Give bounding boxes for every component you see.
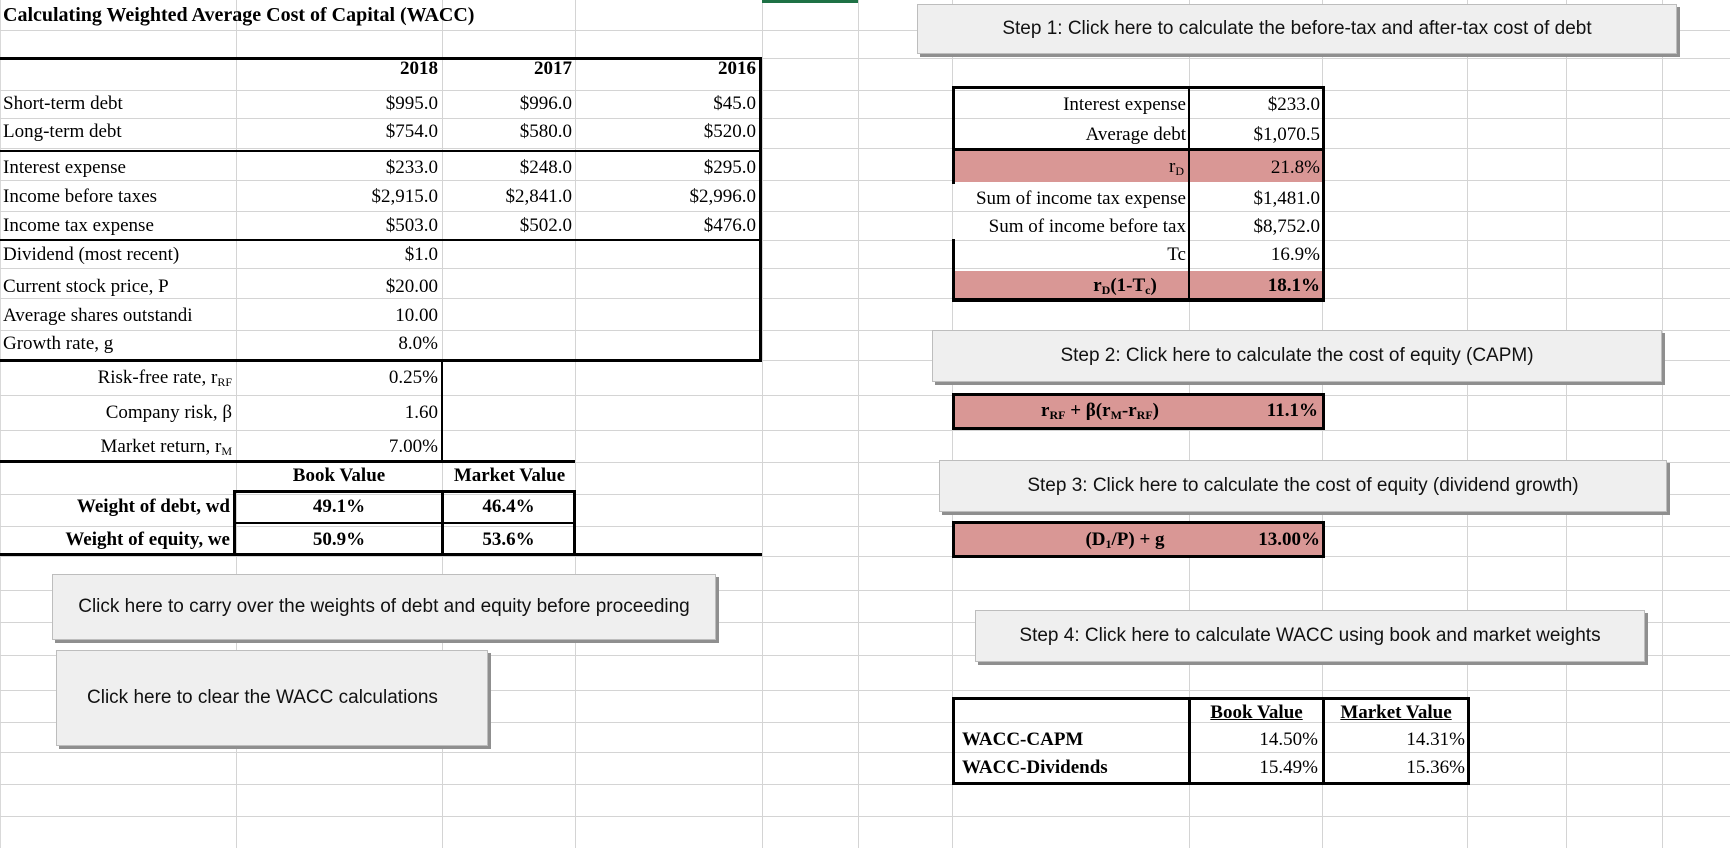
market-return-value[interactable]: 7.00% (388, 436, 438, 457)
row-label: Income tax expense (3, 215, 154, 236)
capm-label-b: + β(r (1065, 400, 1111, 421)
weight-debt-book[interactable]: 49.1% (312, 496, 366, 517)
risk-free-label (0, 367, 232, 389)
step1-cost-of-debt-button[interactable]: Step 1: Click here to calculate the before-tax and after-tax cost of debt (917, 4, 1677, 54)
wacc-capm-book[interactable]: 14.50% (1259, 729, 1318, 750)
clear-wacc-button[interactable]: Click here to clear the WACC calculations (56, 650, 488, 746)
risk-free-label-text: Risk-free rate, r (97, 367, 218, 388)
market-return-label-text: Market return, r (100, 436, 222, 457)
capm-label (1010, 400, 1190, 422)
company-risk-value[interactable]: 1.60 (404, 402, 438, 423)
sum-income-before-tax-value[interactable]: $8,752.0 (1253, 216, 1320, 237)
rd-after-tax-value[interactable]: 18.1% (1267, 275, 1320, 296)
row-label: Dividend (most recent) (3, 244, 180, 265)
weight-debt-market[interactable]: 46.4% (482, 496, 535, 517)
table-cell[interactable]: $996.0 (519, 93, 572, 114)
table-cell[interactable]: $2,996.0 (689, 186, 756, 207)
wacc-capm-label: WACC-CAPM (962, 729, 1084, 750)
row-label: Interest expense (3, 157, 126, 178)
wacc-dividends-label: WACC-Dividends (962, 757, 1108, 778)
table-cell[interactable]: $995.0 (385, 93, 438, 114)
rd-label (900, 156, 1184, 178)
sum-income-before-tax-label: Sum of income before tax (988, 216, 1186, 237)
risk-free-sub: RF (217, 375, 232, 389)
weight-of-equity-label: Weight of equity, we (65, 529, 230, 550)
wacc-div-market[interactable]: 15.36% (1406, 757, 1465, 778)
rd-after-tax-label (1060, 275, 1190, 297)
table-cell[interactable]: 10.00 (395, 305, 438, 326)
row-label: Current stock price, P (3, 276, 169, 297)
table-cell[interactable]: $2,915.0 (371, 186, 438, 207)
weight-equity-market[interactable]: 53.6% (482, 529, 535, 550)
rd-after-sub-a: D (1101, 283, 1111, 297)
row-label: Average shares outstandi (3, 305, 193, 326)
average-debt-label: Average debt (1085, 124, 1186, 145)
table-cell[interactable]: $2,841.0 (505, 186, 572, 207)
rd-after-label-a: r (1093, 275, 1102, 296)
weights-market-header: Market Value (453, 465, 566, 486)
rd-value[interactable]: 21.8% (1270, 157, 1320, 178)
row-label: Income before taxes (3, 186, 158, 207)
row-label: Long-term debt (3, 121, 122, 142)
div-growth-label (1060, 529, 1190, 551)
rd-after-sub-b: c (1145, 283, 1151, 297)
weight-of-debt-label: Weight of debt, wd (76, 496, 230, 517)
div-growth-sub-a: 1 (1105, 537, 1112, 551)
weights-book-header: Book Value (292, 465, 386, 486)
risk-free-value[interactable]: 0.25% (388, 367, 438, 388)
table-cell[interactable]: $520.0 (703, 121, 756, 142)
company-risk-label: Company risk, β (105, 402, 232, 423)
capm-sub-c: RF (1136, 408, 1153, 422)
capm-label-c: -r (1121, 400, 1137, 421)
wacc-book-header: Book Value (1210, 702, 1303, 723)
table-cell[interactable]: $503.0 (385, 215, 438, 236)
year-header-2017: 2017 (534, 58, 572, 79)
average-debt-value[interactable]: $1,070.5 (1253, 124, 1320, 145)
sum-income-tax-value[interactable]: $1,481.0 (1253, 188, 1320, 209)
table-cell[interactable]: $45.0 (713, 93, 756, 114)
step3-dividend-growth-button[interactable]: Step 3: Click here to calculate the cost of equity (dividend growth) (939, 460, 1667, 512)
table-cell[interactable]: $20.00 (385, 276, 438, 297)
capm-label-a: r (1041, 400, 1050, 421)
table-cell[interactable]: $502.0 (519, 215, 572, 236)
sum-income-tax-label: Sum of income tax expense (975, 188, 1186, 209)
tc-value[interactable]: 16.9% (1270, 244, 1320, 265)
div-growth-label-a: (D (1085, 529, 1106, 550)
year-header-2018: 2018 (400, 58, 438, 79)
capm-sub-b: M (1110, 408, 1122, 422)
wacc-market-header: Market Value (1340, 702, 1452, 723)
market-return-label (0, 436, 232, 458)
step2-capm-button[interactable]: Step 2: Click here to calculate the cost of equity (CAPM) (932, 330, 1662, 382)
wacc-capm-market[interactable]: 14.31% (1406, 729, 1465, 750)
year-header-2016: 2016 (718, 58, 756, 79)
weight-equity-book[interactable]: 50.9% (312, 529, 366, 550)
step4-wacc-button[interactable]: Step 4: Click here to calculate WACC using book and market weights (975, 610, 1645, 662)
market-return-sub: M (221, 444, 232, 458)
carry-over-weights-button[interactable]: Click here to carry over the weights of debt and equity before proceeding (52, 574, 716, 640)
rd-after-label-b: (1-T (1110, 275, 1146, 296)
tc-label: Tc (1167, 244, 1186, 265)
rd-label-text: r (1169, 156, 1176, 177)
table-cell[interactable]: $476.0 (703, 215, 756, 236)
row-label: Short-term debt (3, 93, 123, 114)
wacc-div-book[interactable]: 15.49% (1259, 757, 1318, 778)
table-cell[interactable]: $295.0 (703, 157, 756, 178)
table-cell[interactable]: 8.0% (398, 333, 438, 354)
capm-sub-a: RF (1049, 408, 1066, 422)
table-cell[interactable]: $248.0 (519, 157, 572, 178)
row-label: Growth rate, g (3, 333, 114, 354)
capm-value[interactable]: 11.1% (1266, 400, 1318, 421)
capm-label-d: ) (1152, 400, 1159, 421)
table-cell[interactable]: $754.0 (385, 121, 438, 142)
rd-sub: D (1175, 164, 1184, 178)
table-cell[interactable]: $233.0 (385, 157, 438, 178)
table-cell[interactable]: $580.0 (519, 121, 572, 142)
interest-expense-label: Interest expense (1063, 94, 1186, 115)
rd-after-label-c: ) (1150, 275, 1157, 296)
div-growth-value[interactable]: 13.00% (1258, 529, 1320, 550)
interest-expense-value[interactable]: $233.0 (1267, 94, 1320, 115)
page-title: Calculating Weighted Average Cost of Capital (WACC) (3, 4, 475, 26)
table-cell[interactable]: $1.0 (404, 244, 438, 265)
div-growth-label-b: /P) + g (1111, 529, 1165, 550)
